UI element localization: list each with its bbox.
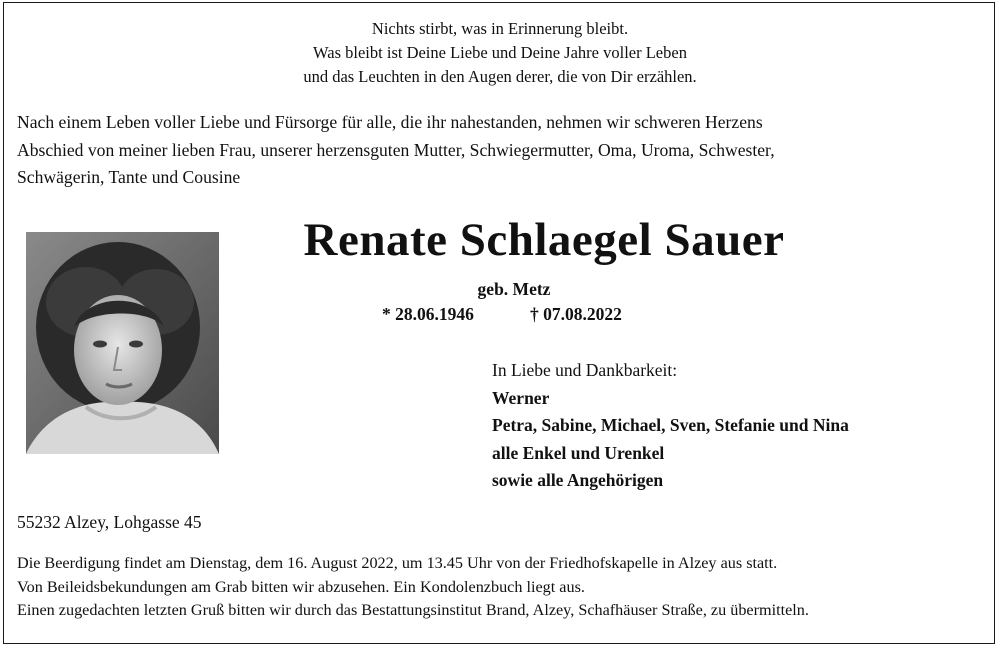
mourner-line: Werner — [492, 387, 550, 408]
death-date: † 07.08.2022 — [530, 304, 622, 324]
info-line: Die Beerdigung findet am Dienstag, dem 16. August 2022, um 13.45 Uhr von der Friedhofskapelle in Alzey aus statt. — [17, 554, 778, 572]
funeral-info — [17, 552, 809, 623]
intro-line: Abschied von meiner lieben Frau, unserer herzensguten Mutter, Schwiegermutter, Oma, Uroma, Schwester, — [17, 139, 775, 160]
intro-line: Schwägerin, Tante und Cousine — [17, 167, 241, 187]
mourners — [492, 357, 849, 495]
info-line: Von Beileidsbekundungen am Grab bitten wir abzusehen. Ein Kondolenzbuch liegt aus. — [17, 577, 585, 596]
portrait-photo — [26, 232, 219, 454]
mourner-line: alle Enkel und Urenkel — [492, 442, 665, 463]
deceased-name: Renate Schlaegel Sauer — [303, 214, 785, 266]
poem-line: und das Leuchten in den Augen derer, die von Dir erzählen. — [303, 67, 697, 86]
intro-line: Nach einem Leben voller Liebe und Fürsorge für alle, die ihr nahestanden, nehmen wir schweren Herzens — [17, 112, 763, 132]
poem-line: Was bleibt ist Deine Liebe und Deine Jahre voller Leben — [313, 43, 687, 62]
poem — [4, 17, 996, 89]
portrait-illustration — [26, 232, 219, 454]
birth-date: * 28.06.1946 — [382, 304, 474, 324]
mourner-line: sowie alle Angehörigen — [492, 470, 664, 490]
intro-text — [17, 109, 987, 192]
mourner-line: Petra, Sabine, Michael, Sven, Stefanie und Nina — [492, 415, 849, 435]
mourners-lead: In Liebe und Dankbarkeit: — [492, 360, 678, 380]
address: 55232 Alzey, Lohgasse 45 — [17, 512, 202, 532]
birth-name: geb. Metz — [477, 279, 551, 299]
info-line: Einen zugedachten letzten Gruß bitten wir durch das Bestattungsinstitut Brand, Alzey, Schafhäuser Straße, zu übermitteln. — [17, 601, 809, 619]
poem-line: Nichts stirbt, was in Erinnerung bleibt. — [371, 19, 629, 38]
obituary-notice — [3, 2, 995, 644]
